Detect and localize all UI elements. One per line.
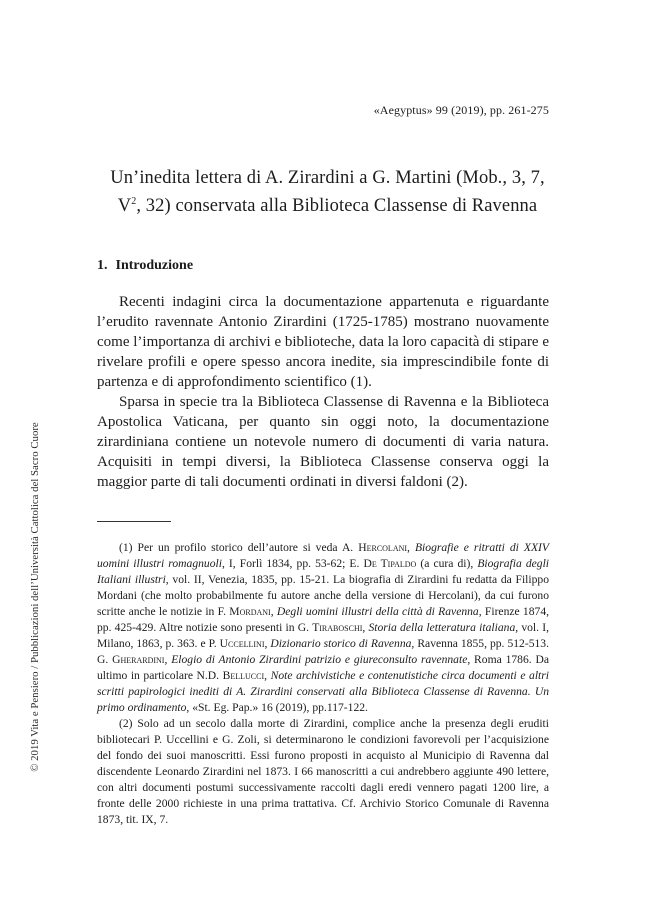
author-name: Uccellini (219, 637, 265, 650)
footnote-text: , I, Forlì 1834, pp. 53-62; E. (221, 557, 364, 570)
work-title: Note archivistiche e contenutistiche circa documenti e altri scritti papirologici inediti di A. Zirardini conservati alla Biblioteca Classense di Ravenna. Un primo ordinamento (97, 669, 550, 714)
title-line-1: Un’inedita lettera di A. Zirardini a G. Martini (Mob., 3, 7, (110, 168, 545, 188)
work-title: Dizionario storico di Ravenna (270, 637, 412, 650)
footnote-text: , vol. I, Milano, 1863, p. 363. e P. (97, 621, 550, 650)
paragraph: Sparsa in specie tra la Biblioteca Classense di Ravenna e la Biblioteca Apostolica Vaticana, per quanto sin oggi noto, la documentazione zirardiniana contiene un notevole numero di documenti di varia natura. Acquisiti in tempi diversi, la Biblioteca Classense conserva oggi la maggior parte di tali documenti ordinati in diversi faldoni (2). (97, 394, 549, 490)
footnote-2: (2) Solo ad un secolo dalla morte di Zirardini, complice anche la presenza degli eruditi bibliotecari P. Uccellini e G. Zoli, si determinarono le condizioni favorevoli per l’acquisizione del fondo dei suoi manoscritti. Essi furono proposti in acquisto al Municipio di Ravenna dal discendente Leonardo Zirardini nel 1873. I 66 manoscritti a cui andrebbero aggiunte 490 lettere, con altri documenti postumi successivamente raccolti dagli eredi vennero pagati 1200 lire, a fronte delle 2000 richieste in una prima trattativa. Cf. Archivio Storico Comunale di Ravenna 1873, tit. IX, 7. (97, 717, 549, 826)
paragraph: Recenti indagini circa la documentazione appartenuta e riguardante l’erudito ravennate Antonio Zirardini (1725-1785) mostrano nuovamente come l’importanza di archivi e biblioteche, data la loro capacità di stipare e rivelare profili e opere spesso ancora inedite, sia imprescindibile fonte di partenza e di approfondimento scientifico (1). (97, 294, 549, 390)
footnote-separator (97, 521, 171, 522)
section-number: 1. (97, 258, 108, 273)
author-name: Mordani (229, 605, 271, 618)
work-title: Storia della letteratura italiana (368, 621, 516, 634)
footnotes (97, 540, 549, 828)
work-title: Biografie e ritratti di XXIV uomini illustri romagnuoli (97, 541, 549, 570)
author-name: Bellucci (222, 669, 265, 682)
author-name: Hercolani (358, 541, 408, 554)
title-superscript: 2 (131, 196, 137, 207)
footnote-text: , Firenze 1874, pp. 425-429. Altre notizie sono presenti in G. (97, 605, 550, 634)
footnote-text: (1) Per un profilo storico dell’autore si veda A. (119, 541, 359, 554)
copyright-notice: © 2019 Vita e Pensiero / Pubblicazioni dell’Università Cattolica del Sacro Cuore (29, 422, 41, 772)
author-name: De Tipaldo (363, 557, 417, 570)
footnote-text: (a cura di), (416, 557, 478, 570)
work-title: Degli uomini illustri della città di Ravenna (276, 605, 479, 618)
body-text (97, 292, 549, 492)
footnote-text: , Ravenna 1855, pp. 512-513. G. (97, 637, 549, 666)
footnote-text: , «St. Eg. Pap.» 16 (2019), pp.117-122. (186, 701, 368, 714)
work-title: Elogio di Antonio Zirardini patrizio e giureconsulto ravennate (171, 653, 468, 666)
footnote-text: , Roma 1786. Da ultimo in particolare N.D. (97, 653, 549, 682)
running-head: «Aegyptus» 99 (2019), pp. 261-275 (373, 103, 549, 117)
title-line-2-pre: V (117, 196, 132, 217)
footnote-1: (1) Per un profilo storico dell’autore si veda A. Hercolani, Biografie e ritratti di XXIV uomini illustri romagnuoli, I, Forlì 1834, pp. 53-62; E. De Tipaldo (a cura di), Biografia degli Italiani illustri, vol. II, Venezia, 1835, pp. 15-21. La biografia di Zirardini fu redatta da Filippo Mordani (che molto probabilmente fu autore anche della versione di Hercolani), da cui furono scritte anche le notizie in F. Mordani, Degli uomini illustri della città di Ravenna, Firenze 1874, pp. 425-429. Altre notizie sono presenti in G. Tiraboschi, Storia della letteratura italiana, vol. I, Milano, 1863, p. 363. e P. Uccellini, Dizionario storico di Ravenna, Ravenna 1855, pp. 512-513. G. Gherardini, Elogio di Antonio Zirardini patrizio e giureconsulto ravennate, Roma 1786. Da ultimo in particolare N.D. Bellucci, Note archivistiche e contenutistiche circa documenti e altri scritti papirologici inediti di A. Zirardini conservati alla Biblioteca Classense di Ravenna. Un primo ordinamento, «St. Eg. Pap.» 16 (2019), pp.117-122. (97, 541, 550, 714)
article-title (60, 166, 595, 218)
section-title: Introduzione (115, 258, 194, 273)
section-heading (97, 258, 193, 274)
author-name: Gherardini (112, 653, 165, 666)
title-line-2-post: , 32) conservata alla Biblioteca Classense di Ravenna (136, 196, 538, 217)
author-name: Tiraboschi (312, 621, 363, 634)
work-title: Biografia degli Italiani illustri (97, 557, 550, 586)
footnote-text: , vol. II, Venezia, 1835, pp. 15-21. La biografia di Zirardini fu redatta da Filippo Mordani (che molto probabilmente fu autore anche della versione di Hercolani), da cui furono scritte anche le notizie in F. (97, 573, 549, 618)
